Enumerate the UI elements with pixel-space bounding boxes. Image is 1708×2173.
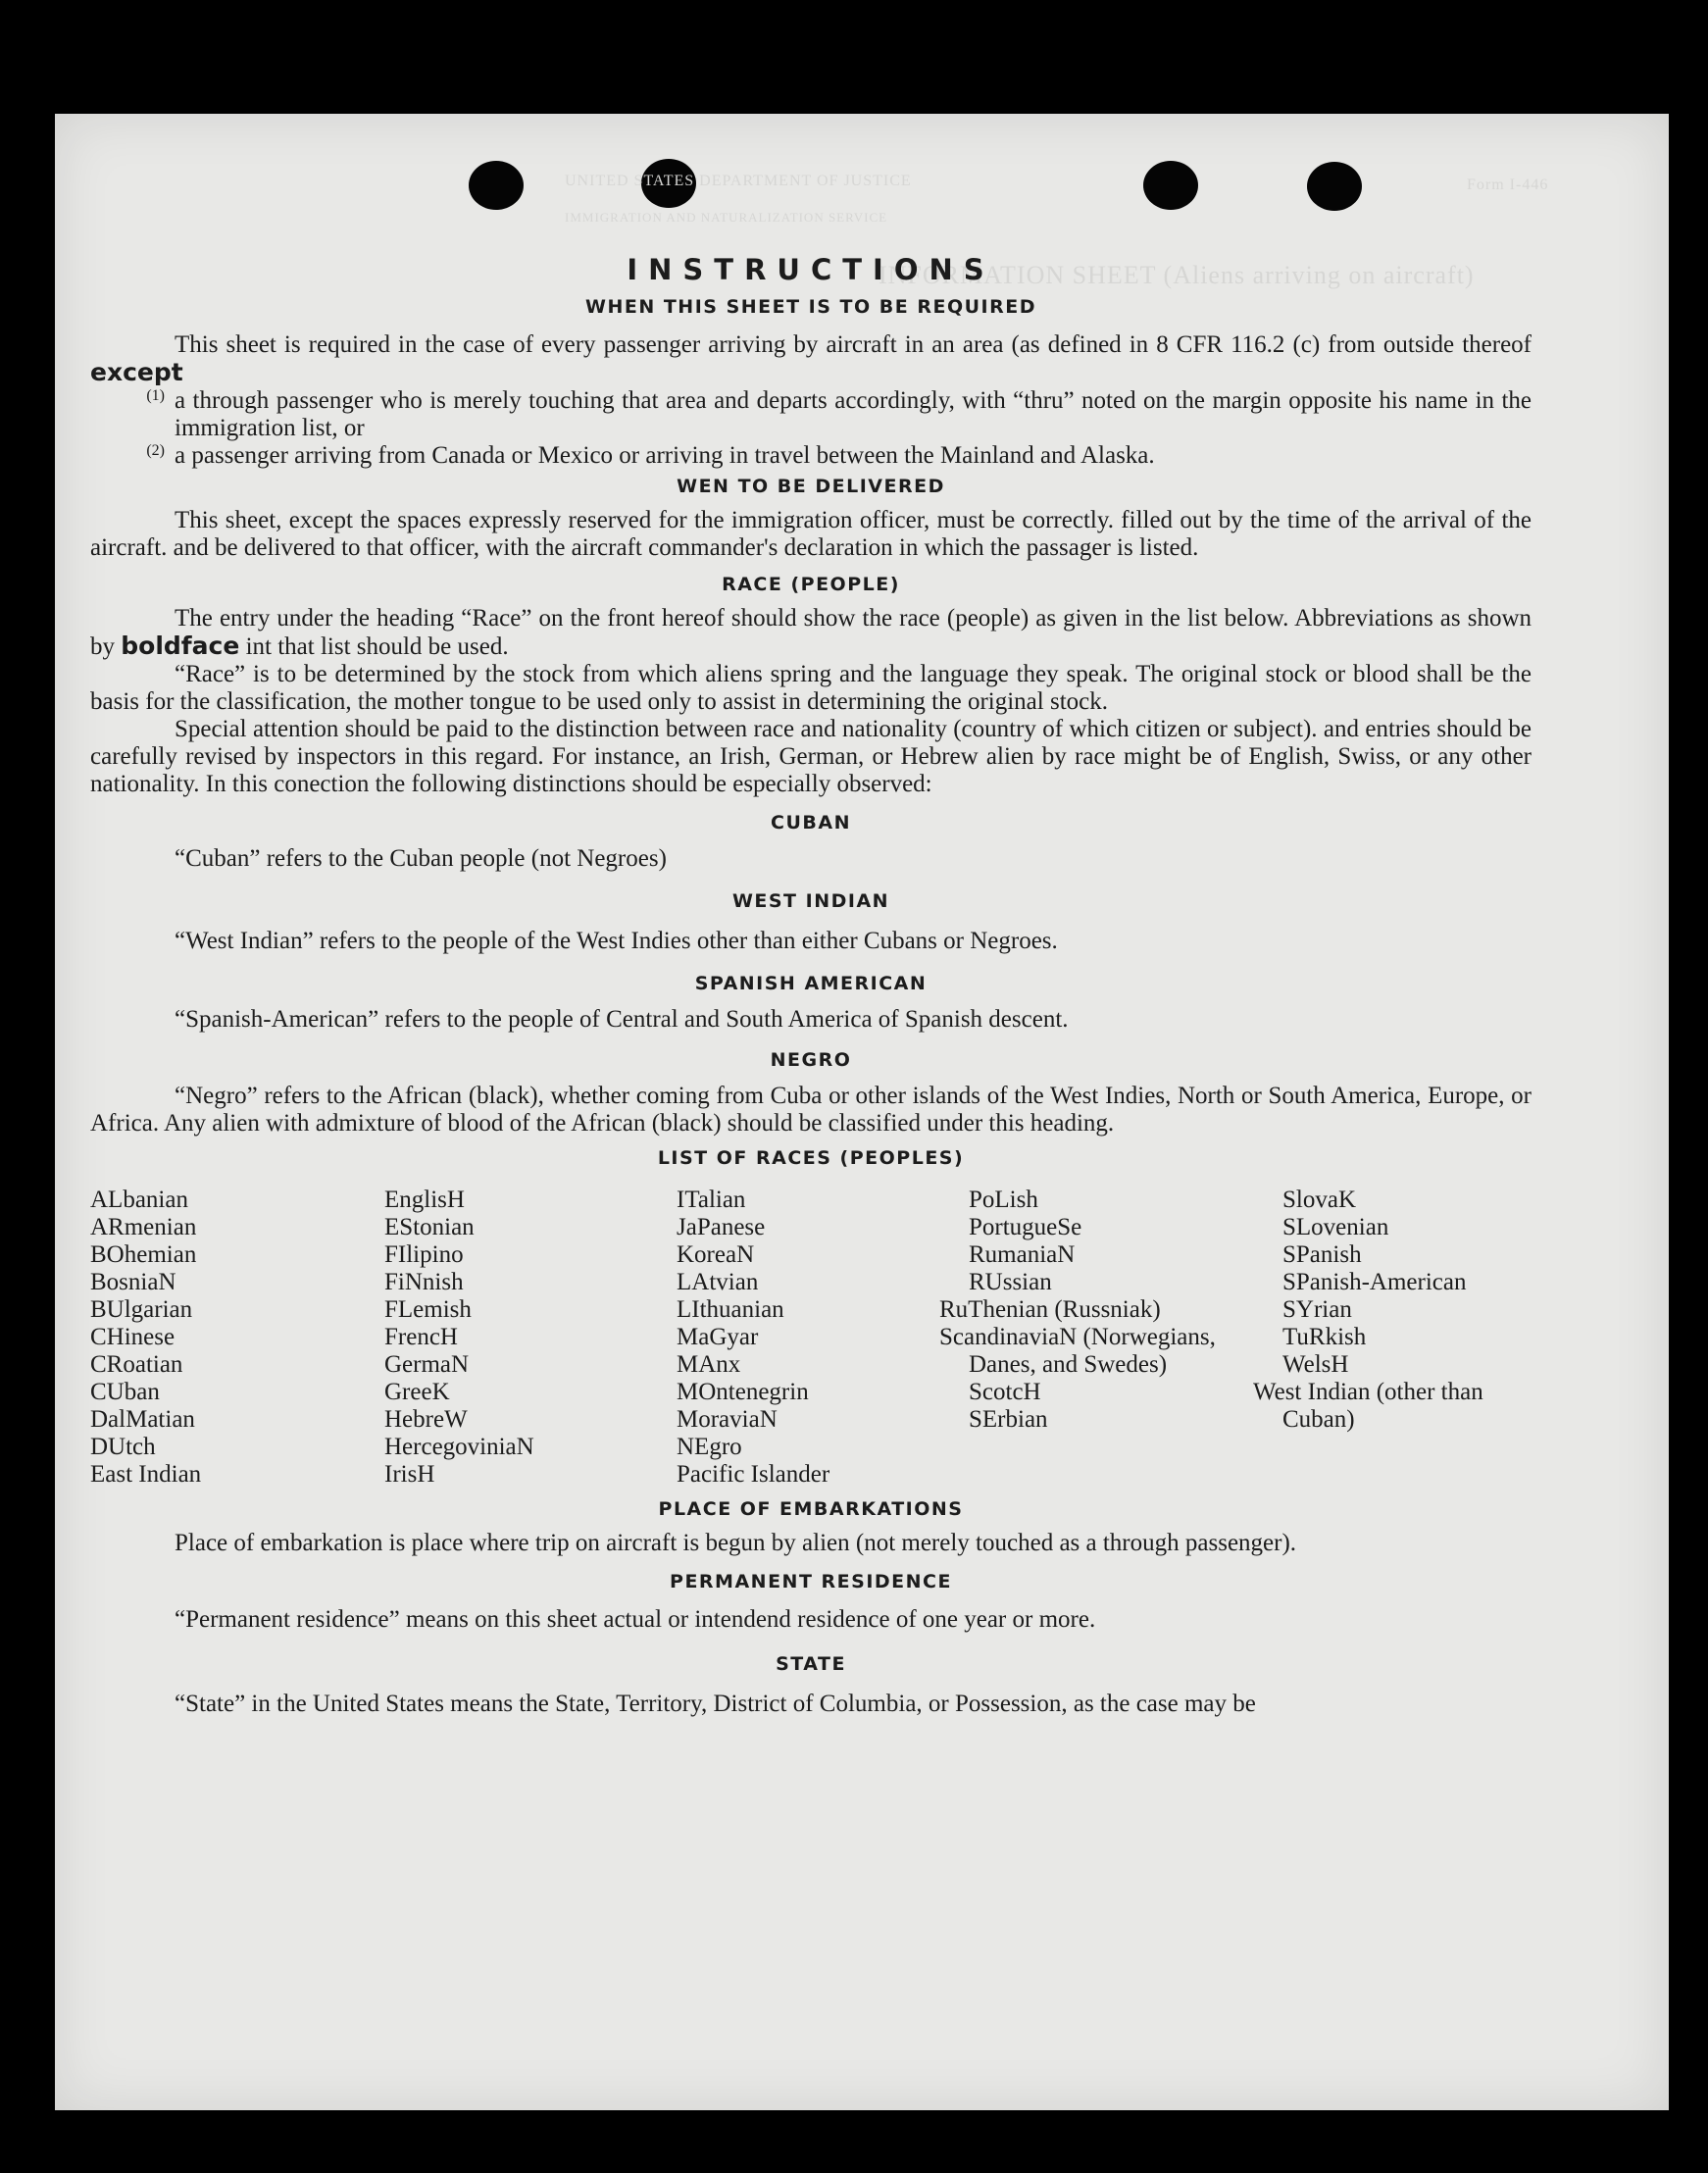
race-item: HercegoviniaN [384, 1434, 534, 1460]
race-item: PoLish [969, 1187, 1038, 1213]
section-heading-delivered: WEN TO BE DELIVERED [677, 476, 945, 497]
races-column [384, 1187, 677, 1489]
instructions-title: INSTRUCTIONS [627, 253, 995, 286]
instructions-content [90, 249, 1532, 1718]
race-item: MaGyar [677, 1324, 759, 1350]
race-text: int that list should be used. [245, 633, 509, 660]
bleed-through-dept: UNITED STATES DEPARTMENT OF JUSTICE [565, 173, 912, 189]
races-column [677, 1187, 969, 1489]
race-paragraph-2: “Race” is to be determined by the stock from which aliens spring and the language they speak. The original stock or blood shall be the basis for the classification, the mother tongue to be used only to assist in determining the original stock. [90, 661, 1532, 715]
race-item: HebreW [384, 1406, 468, 1433]
races-column [1253, 1187, 1532, 1489]
race-item: LIthuanian [677, 1296, 784, 1323]
race-item: CRoatian [90, 1351, 183, 1378]
exception-number: (1) [146, 387, 165, 404]
race-item: SlovaK [1282, 1187, 1356, 1213]
race-item: DUtch [90, 1434, 156, 1460]
race-item: EnglisH [384, 1187, 465, 1213]
race-item: ARmenian [90, 1214, 197, 1240]
exception-text: a passenger arriving from Canada or Mexico or arriving in travel between the Mainland and Alaska. [175, 442, 1155, 469]
section-heading-permanent-residence: PERMANENT RESIDENCE [670, 1571, 952, 1592]
race-item: ScandinaviaN (Norwegians, Danes, and Swedes) [939, 1324, 1216, 1378]
race-text: The entry under the heading “Race” on the front hereof should show the race (people) as given in the list below. Abbreviations as shown by [90, 605, 1532, 660]
spanish-american-paragraph: “Spanish-American” refers to the people of Central and South America of Spanish descent. [175, 1006, 1069, 1033]
race-item: ITalian [677, 1187, 746, 1213]
race-item: DalMatian [90, 1406, 195, 1433]
punch-hole [1307, 162, 1362, 211]
race-item: LAtvian [677, 1269, 759, 1295]
races-column [939, 1187, 1282, 1489]
bleed-through-form-no: Form I-446 [1467, 177, 1549, 193]
section-heading-state: STATE [776, 1653, 846, 1675]
negro-paragraph: “Negro” refers to the African (black), whether coming from Cuba or other islands of the West Indies, North or South America, Europe, or Africa. Any alien with admixture of blood of the African (black) should be classified under this heading. [90, 1083, 1532, 1137]
delivered-paragraph: This sheet, except the spaces expressly reserved for the immigration officer, must be correctly. filled out by the time of the arrival of the aircraft. and be delivered to that officer, with the aircraft commander's declaration in which the passager is listed. [90, 507, 1532, 561]
bleed-through-info: INFORMATION SHEET (Aliens arriving on aircraft) [879, 261, 1475, 289]
race-item: EStonian [384, 1214, 475, 1240]
race-item: KoreaN [677, 1241, 755, 1268]
section-heading-list-of-races: LIST OF RACES (PEOPLES) [657, 1147, 965, 1169]
section-heading-required: WHEN THIS SHEET IS TO BE REQUIRED [584, 296, 1036, 318]
exception-text: a through passenger who is merely touching that area and departs accordingly, with “thru” noted on the margin opposite his name in the immigration list, or [175, 387, 1532, 441]
race-item: SLovenian [1282, 1214, 1389, 1240]
race-item: MOntenegrin [677, 1379, 809, 1405]
race-item: Pacific Islander [677, 1461, 830, 1488]
punch-hole [1143, 161, 1198, 210]
required-paragraph [90, 331, 1532, 387]
race-item: FLemish [384, 1296, 472, 1323]
cuban-paragraph: “Cuban” refers to the Cuban people (not Negroes) [175, 845, 667, 872]
except-bold: except [90, 358, 183, 386]
race-item: BUlgarian [90, 1296, 193, 1323]
race-item: IrisH [384, 1461, 435, 1488]
section-heading-negro: NEGRO [770, 1049, 852, 1071]
race-paragraph-1 [90, 605, 1532, 661]
state-paragraph: “State” in the United States means the State, Territory, District of Columbia, or Possession, as the case may be [175, 1691, 1256, 1717]
exception-number: (2) [146, 442, 165, 459]
race-item: TuRkish [1282, 1324, 1367, 1350]
races-column [90, 1187, 384, 1489]
race-item: MAnx [677, 1351, 741, 1378]
race-item: CHinese [90, 1324, 176, 1350]
races-list [90, 1187, 1532, 1489]
race-item: East Indian [90, 1461, 202, 1488]
bleed-through-service: IMMIGRATION AND NATURALIZATION SERVICE [565, 210, 888, 225]
required-text: This sheet is required in the case of every passenger arriving by aircraft in an area (as defined in 8 CFR 116.2 (c) from outside thereof [175, 331, 1532, 358]
race-item: RumaniaN [969, 1241, 1076, 1268]
race-item: RuThenian (Russniak) [939, 1296, 1161, 1323]
race-item: SPanish-American [1282, 1269, 1467, 1295]
race-item: WelsH [1282, 1351, 1349, 1378]
section-heading-cuban: CUBAN [771, 812, 851, 834]
race-item: SPanish [1282, 1241, 1362, 1268]
race-item: FrencH [384, 1324, 458, 1350]
exception-item [90, 442, 1532, 470]
race-item: BosniaN [90, 1269, 176, 1295]
section-heading-west-indian: WEST INDIAN [731, 890, 890, 912]
race-item: SYrian [1282, 1296, 1352, 1323]
race-item: BOhemian [90, 1241, 197, 1268]
boldface-word: boldface [121, 632, 240, 660]
race-item: FiNnish [384, 1269, 464, 1295]
west-indian-paragraph: “West Indian” refers to the people of the West Indies other than either Cubans or Negroes. [175, 928, 1058, 954]
race-item: RUssian [969, 1269, 1052, 1295]
race-item: West Indian (other than Cuban) [1253, 1379, 1483, 1433]
embarkation-paragraph: Place of embarkation is place where trip on aircraft is begun by alien (not merely touched as a through passenger). [175, 1530, 1297, 1556]
race-item: CUban [90, 1379, 160, 1405]
race-item: ScotcH [969, 1379, 1041, 1405]
race-item: GermaN [384, 1351, 470, 1378]
exception-item [90, 387, 1532, 442]
race-item: GreeK [384, 1379, 450, 1405]
race-item: NEgro [677, 1434, 742, 1460]
race-paragraph-3: Special attention should be paid to the distinction between race and nationality (country of which citizen or subject). and entries should be carefully revised by inspectors in this regard. For instance, an Irish, German, or Hebrew alien by race might be of English, Swiss, or any other nationality. In this conection the following distinctions should be especially observed: [90, 716, 1532, 797]
section-heading-spanish-american: SPANISH AMERICAN [694, 973, 928, 994]
permanent-residence-paragraph: “Permanent residence” means on this sheet actual or intendend residence of one year or more. [175, 1606, 1096, 1633]
section-heading-race: RACE (PEOPLE) [722, 574, 900, 595]
race-item: PortugueSe [969, 1214, 1082, 1240]
race-item: JaPanese [677, 1214, 766, 1240]
punch-hole [469, 161, 524, 210]
section-heading-embarkation: PLACE OF EMBARKATIONS [658, 1498, 964, 1520]
race-item: FIlipino [384, 1241, 464, 1268]
race-item: SErbian [969, 1406, 1048, 1433]
race-item: MoraviaN [677, 1406, 778, 1433]
race-item: ALbanian [90, 1187, 188, 1213]
